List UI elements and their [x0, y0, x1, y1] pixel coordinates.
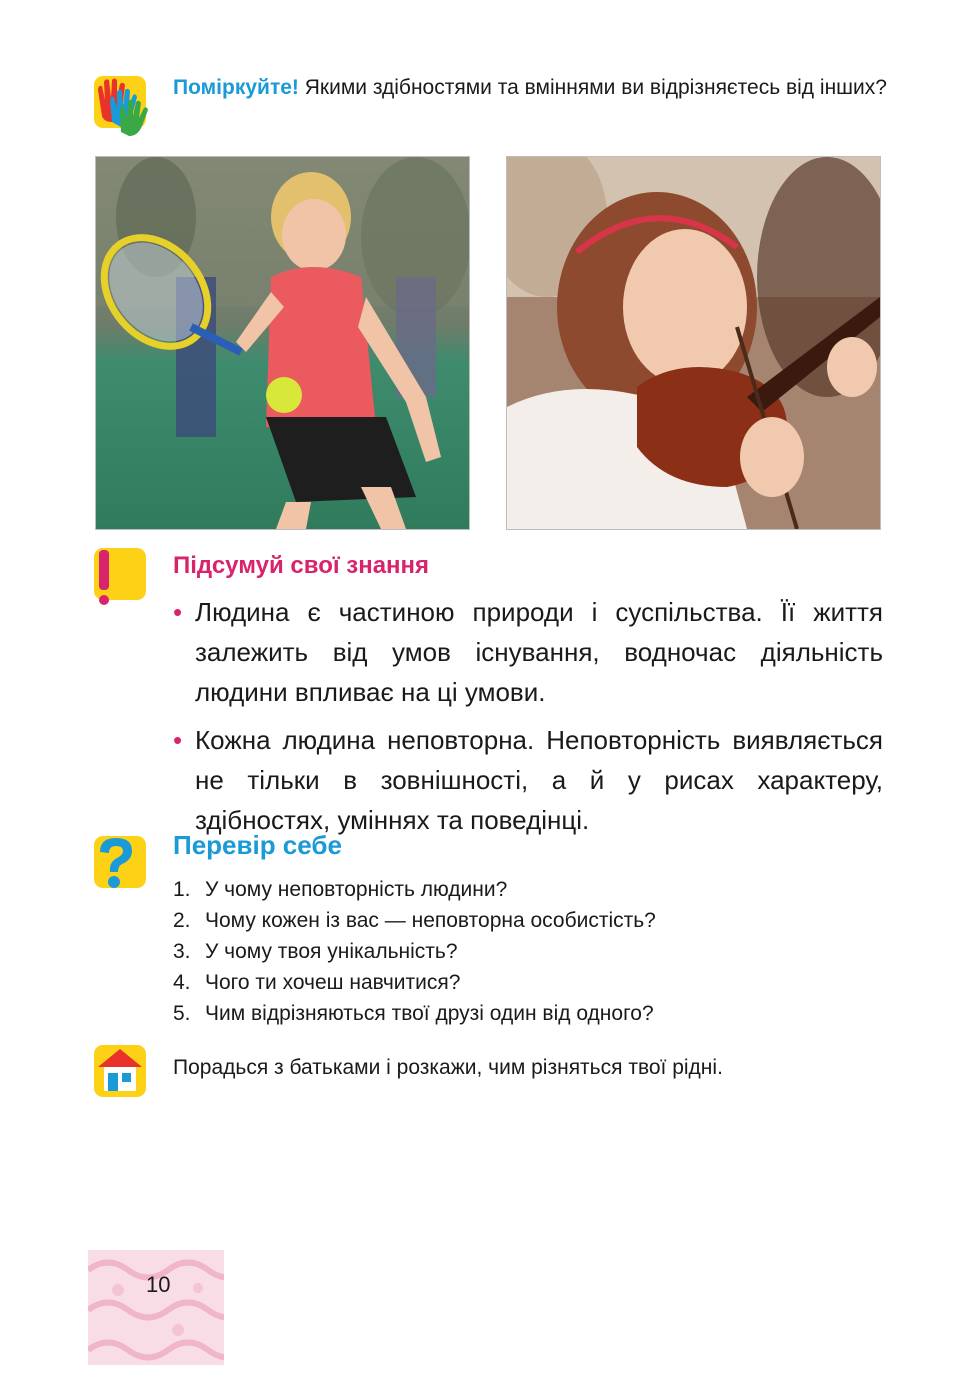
bullet-dot-icon: •	[173, 597, 183, 627]
summary-bullet-text: Кожна людина неповторна. Неповторність виявляється не тільки в зовнішності, а й у рисах характеру, здібностях, уміннях та поведінці.	[195, 725, 883, 835]
list-item	[173, 936, 656, 967]
question-number: 5.	[173, 1002, 191, 1025]
violin-photo	[506, 156, 881, 530]
think-lead: Поміркуйте!	[173, 76, 299, 99]
hands-icon	[94, 76, 146, 128]
question-number: 1.	[173, 878, 191, 901]
question-text: Чому кожен із вас — неповторна особистість?	[205, 909, 656, 932]
list-item	[173, 720, 883, 840]
summary-list	[173, 592, 883, 848]
page-number: 10	[146, 1272, 171, 1297]
question-text: У чому твоя унікальність?	[205, 940, 458, 963]
question-number: 4.	[173, 971, 191, 994]
home-task: Порадься з батьками і розкажи, чим різняться твої рідні.	[173, 1056, 723, 1079]
question-text: Чого ти хочеш навчитися?	[205, 971, 461, 994]
list-item	[173, 967, 656, 998]
summary-bullet-text: Людина є частиною природи і суспільства. Її життя залежить від умов існування, водночас діяльність людини впливає на ці умови.	[195, 597, 883, 707]
list-item	[173, 592, 883, 712]
home-icon	[94, 1045, 146, 1097]
list-item	[173, 874, 656, 905]
question-mark-icon	[94, 836, 146, 888]
list-item	[173, 905, 656, 936]
summary-heading: Підсумуй свої знання	[173, 552, 430, 579]
question-text: У чому неповторність людини?	[205, 878, 508, 901]
check-heading: Перевір себе	[173, 830, 342, 860]
page-ornament	[88, 1250, 224, 1365]
questions-list	[173, 874, 656, 1029]
question-text: Чим відрізняються твої друзі один від одного?	[205, 1002, 654, 1025]
exclamation-icon	[94, 548, 146, 600]
list-item	[173, 998, 656, 1029]
question-number: 3.	[173, 940, 191, 963]
question-number: 2.	[173, 909, 191, 932]
think-text: Якими здібностями та вміннями ви відрізняєтесь від інших?	[298, 76, 887, 99]
bullet-dot-icon: •	[173, 725, 183, 755]
tennis-photo	[95, 156, 470, 530]
think-prompt	[173, 73, 893, 102]
